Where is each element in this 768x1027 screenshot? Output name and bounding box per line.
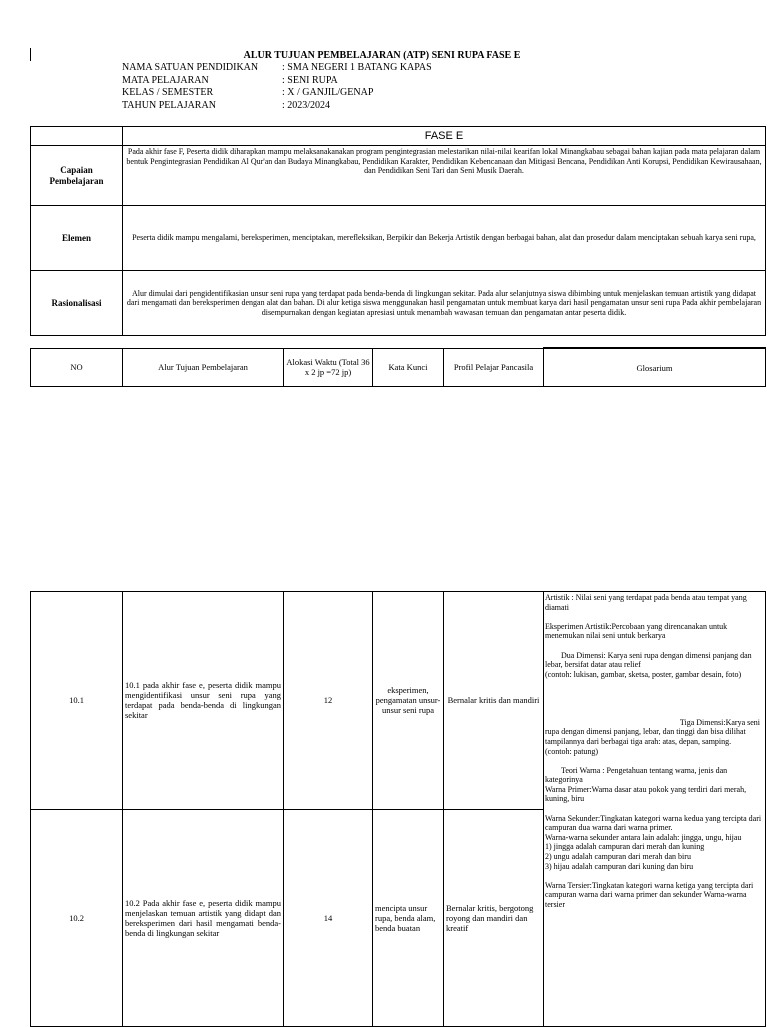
glossary-eksperimen: Eksperimen Artistik:Percobaan yang direncanakan untuk menemukan nilai seni untuk berkarya bbox=[545, 621, 728, 641]
capaian-text: Pada akhir fase F, Peserta didik diharapkan mampu melaksanakanakan program pengintegrasian melestarikan nilai-nilai kearifan lokal Minangkabau sebagai bahan kajian pada mata pelajaran dalam bentuk Pengintegrasian Pendidikan Al Qur'an dan Budaya Minangkabau, Pendidikan Karakter, Pendidikan Kebencanaan dan Mitigasi Bencana, Pendidikan Anti Korupsi, Pendidikan Kewirausahaan, dan Pendidikan Seni Tari dan Seni Musik Daerah. bbox=[123, 146, 766, 206]
capaian-table bbox=[30, 126, 766, 336]
meta-value: : SENI RUPA bbox=[282, 74, 338, 86]
glossary-dua-dimensi: Dua Dimensi: Karya seni rupa dengan dimensi panjang dan lebar, bersifat datar atau relief (contoh: lukisan, gambar, sketsa, poster, gambar desain, foto) bbox=[545, 650, 752, 679]
glossary-warna-sekunder: Warna Sekunder:Tingkatan kategori warna kedua yang tercipta dari campuran dua warna dari warna primer. Warna-warna sekunder antara lain adalah: jingga, ungu, hijau 1) jingga adalah campuran dari merah dan kuning 2) ungu adalah campuran dari merah dan biru 3) hijau adalah campuran dari kuning dan biru bbox=[545, 813, 762, 871]
meta-row-subject bbox=[122, 75, 432, 88]
elemen-text: Peserta didik mampu mengalami, bereksperimen, menciptakan, merefleksikan, Berpikir dan Bekerja Artistik dengan berbagai bahan, alat dan prosedur dalam menciptakan sebuah karya seni rupa, bbox=[123, 206, 766, 271]
meta-value: : SMA NEGERI 1 BATANG KAPAS bbox=[282, 62, 432, 73]
atp-header-table bbox=[30, 347, 766, 387]
alokasi-jp: 14 bbox=[284, 809, 373, 1027]
header-alur: Alur Tujuan Pembelajaran bbox=[123, 348, 284, 387]
profil-pelajar: Bernalar kritis, bergotong royong dan mandiri dan kreatif bbox=[444, 809, 544, 1027]
meta-value: : 2023/2024 bbox=[282, 99, 331, 111]
meta-row-school bbox=[122, 62, 432, 75]
glossary-warna-tersier: Warna Tersier:Tingkatan kategori warna ketiga yang tercipta dari campuran warna dari warna primer dan sekunder Warna-warna tersier bbox=[545, 880, 754, 909]
meta-value: : X / GANJIL/GENAP bbox=[282, 87, 374, 98]
tujuan-pembelajaran: 10.1 pada akhir fase e, peserta didik mampu mengidentifikasi unsur seni rupa yang terdapat pada benda-benda di lingkungan sekitar bbox=[123, 592, 284, 810]
row-number: 10.1 bbox=[31, 592, 123, 810]
header-no: NO bbox=[31, 348, 123, 387]
phase-header: FASE E bbox=[123, 127, 766, 146]
meta-row-year bbox=[122, 100, 432, 113]
table-row bbox=[31, 592, 766, 810]
header-glosarium: Glosarium bbox=[544, 348, 766, 387]
header-kata-kunci: Kata Kunci bbox=[373, 348, 444, 387]
meta-key: NAMA SATUAN PENDIDIKAN bbox=[122, 62, 259, 73]
meta-key: KELAS / SEMESTER bbox=[122, 87, 214, 98]
meta-key: MATA PELAJARAN bbox=[122, 74, 209, 86]
rasionalisasi-label: Rasionalisasi bbox=[31, 271, 123, 336]
text-cursor bbox=[30, 48, 31, 61]
profil-pelajar: Bernalar kritis dan mandiri bbox=[444, 592, 544, 810]
tujuan-pembelajaran: 10.2 Pada akhir fase e, peserta didik mampu menjelaskan temuan artistik yang didapt dan bereksperimen dari hasil mengamati benda-benda di lingkungan sekitar bbox=[123, 809, 284, 1027]
alokasi-jp: 12 bbox=[284, 592, 373, 810]
rasionalisasi-text: Alur dimulai dari pengidentifikasian unsur seni rupa yang terdapat pada benda-benda di lingkungan sekitar. Pada alur selanjutnya siswa dibimbing untuk menjelaskan temuan artistik yang didapat dari mengamati dan bereksperimen dengan alat dan bahan. Di alur ketiga siswa menggunakan hasil pengamatan untuk membuat karya dari hasil pengamatan unsur seni rupa Pada akhir pembelajaran disempurnakan dengan kegiatan apresiasi untuk menambah wawasan temuan dan pengamatan antar peserta didik. bbox=[123, 271, 766, 336]
document-meta bbox=[122, 62, 432, 112]
glosarium-cell bbox=[544, 592, 766, 1027]
glossary-tiga-dimensi-title: Tiga Dimensi:Karya seni bbox=[679, 717, 760, 727]
header-alokasi: Alokasi Waktu (Total 36 x 2 jp =72 jp) bbox=[284, 348, 373, 387]
row-number: 10.2 bbox=[31, 809, 123, 1027]
kata-kunci: eksperimen, pengamatan unsur-unsur seni rupa bbox=[373, 592, 444, 810]
glossary-teori-warna: Teori Warna : Pengetahuan tentang warna, jenis dan kategorinya bbox=[545, 765, 728, 785]
glossary-warna-primer: Warna Primer:Warna dasar atau pokok yang terdiri dari merah, kuning, biru bbox=[545, 784, 747, 804]
meta-row-class bbox=[122, 87, 432, 100]
header-profil: Profil Pelajar Pancasila bbox=[444, 348, 544, 387]
glossary-artistik: Artistik : Nilai seni yang terdapat pada benda atau tempat yang diamati bbox=[545, 593, 747, 612]
meta-key: TAHUN PELAJARAN bbox=[122, 99, 216, 111]
capaian-label: Capaian Pembelajaran bbox=[31, 146, 123, 206]
glossary-tiga-dimensi: rupa dengan dimensi panjang, lebar, dan tinggi dan bisa dilihat tampilannya dari berbagai tiga arah: atas, depan, samping. (contoh: patung) bbox=[545, 727, 746, 756]
kata-kunci: mencipta unsur rupa, benda alam, benda buatan bbox=[373, 809, 444, 1027]
document-title: ALUR TUJUAN PEMBELAJARAN (ATP) SENI RUPA FASE E bbox=[243, 50, 521, 61]
elemen-label: Elemen bbox=[31, 206, 123, 271]
blank-cell bbox=[31, 127, 123, 146]
atp-body-table bbox=[30, 591, 766, 1027]
